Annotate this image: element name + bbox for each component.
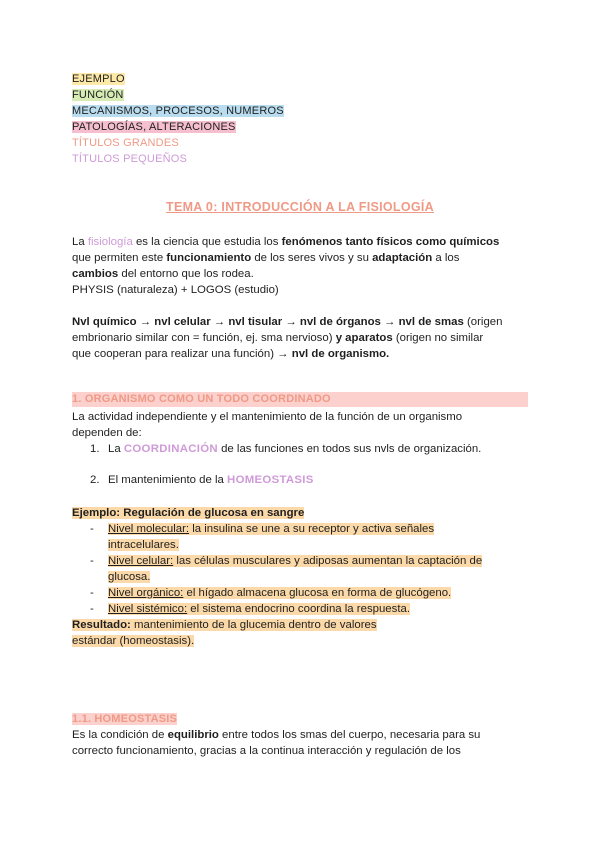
section-1-1-line-1: Es la condición de equilibrio entre todos los smas del cuerpo, necesaria para su xyxy=(72,729,481,741)
bullet-3: - xyxy=(90,587,94,599)
intro-line-3: cambios del entorno que los rodea. xyxy=(72,268,254,280)
legend-mecanismos xyxy=(72,103,284,119)
legend-patologias xyxy=(72,119,236,135)
list-number-2: 2. xyxy=(90,474,100,486)
example-title: Ejemplo: Regulación de glucosa en sangre xyxy=(72,507,305,519)
bullet-1: - xyxy=(90,523,94,535)
legend-patologias-label: PATOLOGÍAS, ALTERACIONES xyxy=(72,121,236,133)
legend-titulos-grandes: TÍTULOS GRANDES xyxy=(72,137,179,149)
legend-funcion xyxy=(72,87,124,103)
example-item-celular-cont: glucosa. xyxy=(108,571,151,583)
coordinacion-term: COORDINACIÓN xyxy=(123,443,218,455)
legend-funcion-label: FUNCIÓN xyxy=(72,89,124,101)
example-item-organico: Nivel orgánico: el hígado almacena glucosa en forma de glucógeno. xyxy=(108,587,452,599)
levels-line-1: Nvl químico → nvl celular → nvl tisular → nvl de órganos → nvl de smas (origen xyxy=(72,316,503,328)
example-item-sistemico: Nivel sistémico: el sistema endocrino coordina la respuesta. xyxy=(108,603,410,615)
intro-line-2: que permiten este funcionamiento de los seres vivos y su adaptación a los xyxy=(72,252,460,264)
levels-line-2: embrionario similar con = función, ej. sma nervioso) y aparatos (origen no similar xyxy=(72,332,484,344)
example-result-cont: estándar (homeostasis). xyxy=(72,635,195,647)
section-1-title: 1. ORGANISMO COMO UN TODO COORDINADO xyxy=(72,393,331,405)
legend-ejemplo-label: EJEMPLO xyxy=(72,73,125,85)
legend-ejemplo xyxy=(72,71,125,87)
example-item-celular: Nivel celular: las células musculares y adiposas aumentan la captación de xyxy=(108,555,483,567)
intro-line-1: La fisiología es la ciencia que estudia los fenómenos tanto físicos como químicos xyxy=(72,236,500,248)
legend-titulos-pequenos: TÍTULOS PEQUEÑOS xyxy=(72,153,188,165)
page-title: TEMA 0: INTRODUCCIÓN A LA FISIOLOGÍA xyxy=(166,200,434,214)
section-1-paragraph-1: La actividad independiente y el mantenimiento de la función de un organismo xyxy=(72,411,463,423)
bullet-4: - xyxy=(90,603,94,615)
levels-line-3: que cooperan para realizar una función) → nvl de organismo. xyxy=(72,348,390,360)
example-result: Resultado: mantenimiento de la glucemia dentro de valores xyxy=(72,619,377,631)
example-item-molecular-cont: intracelulares. xyxy=(108,539,179,551)
homeostasis-term: HOMEOSTASIS xyxy=(227,474,314,486)
legend-mecanismos-label: MECANISMOS, PROCESOS, NUMEROS xyxy=(72,105,284,117)
list-number-1: 1. xyxy=(90,443,100,455)
fisiologia-term: fisiología xyxy=(87,236,133,248)
section-1-1-title: 1.1. HOMEOSTASIS xyxy=(72,713,178,725)
example-item-molecular: Nivel molecular: la insulina se une a su receptor y activa señales xyxy=(108,523,435,535)
list-item-2: El mantenimiento de la HOMEOSTASIS xyxy=(108,474,314,486)
section-1-1-line-2: correcto funcionamiento, gracias a la continua interacción y regulación de los xyxy=(72,745,461,757)
bullet-2: - xyxy=(90,555,94,567)
intro-line-4: PHYSIS (naturaleza) + LOGOS (estudio) xyxy=(72,284,279,296)
section-1-paragraph-2: dependen de: xyxy=(72,427,142,439)
list-item-1: La COORDINACIÓN de las funciones en todos sus nvls de organización. xyxy=(108,443,482,455)
